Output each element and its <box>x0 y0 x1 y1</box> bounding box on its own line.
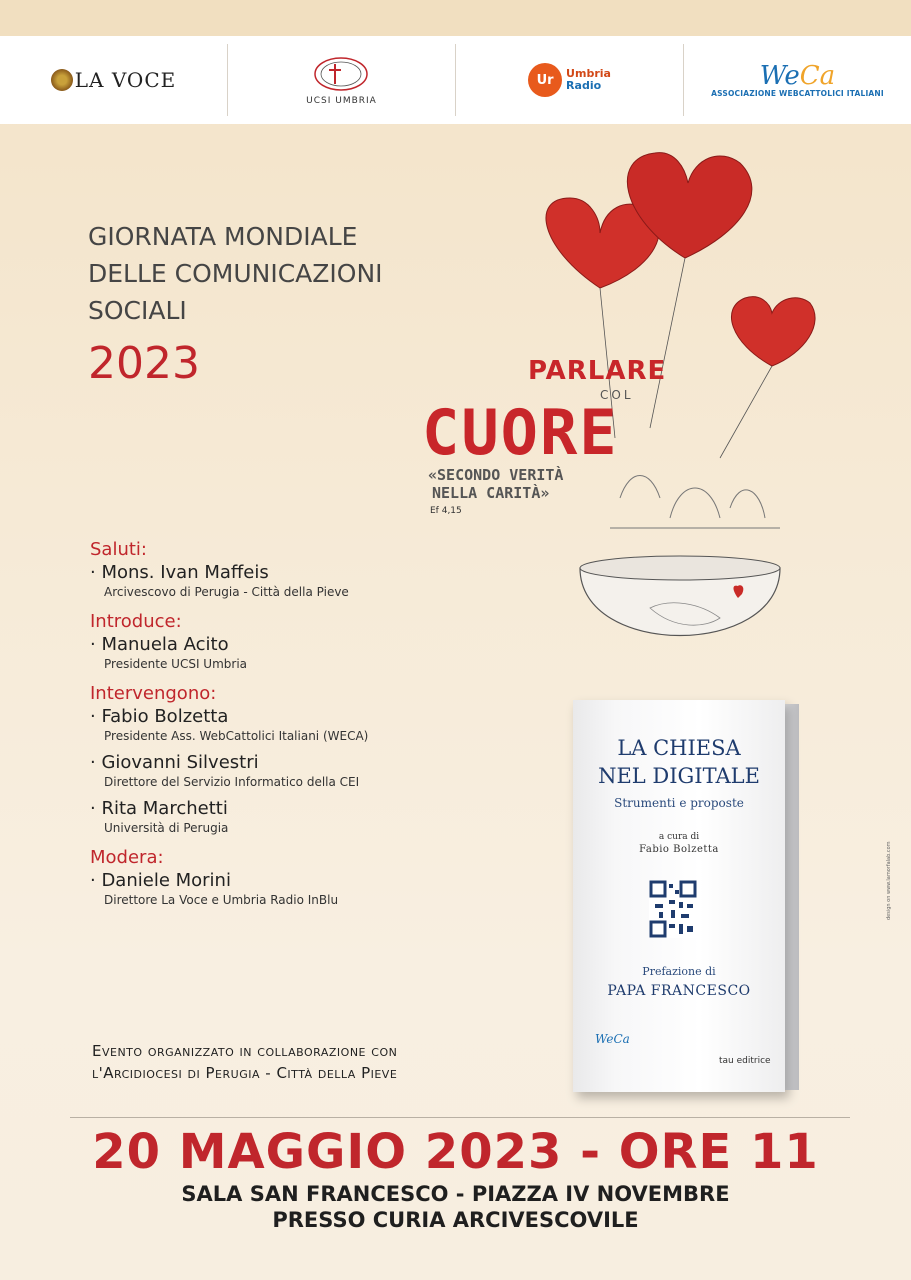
speaker-name: · Daniele Morini <box>90 870 231 891</box>
weca-sub: ASSOCIAZIONE WEBCATTOLICI ITALIANI <box>711 88 884 98</box>
speaker <box>90 562 450 600</box>
organizer-line: l'Arcidiocesi di Perugia - Città della Pieve <box>92 1064 398 1082</box>
speaker <box>90 798 450 836</box>
book-weca-logo: WeCa <box>595 1032 630 1046</box>
ucsi-umbria-logo <box>227 44 455 116</box>
speaker-role: Presidente Ass. WebCattolici Italiani (WECA) <box>104 729 369 743</box>
slogan-parlare: PARLARE <box>528 356 667 386</box>
speaker-role: Direttore del Servizio Informatico della CEI <box>104 775 360 789</box>
book-preface-author: PAPA FRANCESCO <box>607 983 751 999</box>
book-face <box>573 700 785 1092</box>
speaker-role: Presidente UCSI Umbria <box>104 657 248 671</box>
program-role: Modera: <box>90 847 164 868</box>
book-author: Fabio Bolzetta <box>639 844 719 855</box>
book-title-line: NEL DIGITALE <box>598 764 760 788</box>
event-title-line: SOCIALI <box>88 296 187 325</box>
heart-balloon-icon <box>546 153 815 366</box>
book-spine <box>785 704 799 1090</box>
slogan-reference: Ef 4,15 <box>430 506 462 516</box>
la-voce-label: LA VOCE <box>74 68 177 92</box>
book-subtitle: Strumenti e proposte <box>614 796 744 810</box>
event-title-line: DELLE COMUNICAZIONI <box>88 259 383 288</box>
event-venue: SALA SAN FRANCESCO - PIAZZA IV NOVEMBRE <box>181 1182 730 1206</box>
partner-logo-bar <box>0 36 911 124</box>
program-section-introduce <box>90 610 450 672</box>
program-list <box>90 538 450 918</box>
speaker-role: Arcivescovo di Perugia - Città della Pieve <box>104 585 349 599</box>
slogan-col: COL <box>600 388 634 402</box>
footer-divider <box>70 1117 850 1118</box>
book-preface-label: Prefazione di <box>642 965 716 978</box>
program-role: Saluti: <box>90 539 147 560</box>
la-voce-logo <box>0 44 227 116</box>
organizer-line: Evento organizzato in collaborazione con <box>92 1042 398 1060</box>
speaker-role: Università di Perugia <box>104 821 229 835</box>
program-section-saluti <box>90 538 450 600</box>
umbria-radio-logo <box>455 44 683 116</box>
weca-mark-we: We <box>759 60 800 91</box>
event-title <box>88 218 383 329</box>
book-cover <box>573 700 801 1092</box>
book-cura-label: a cura di <box>658 832 700 842</box>
program-role: Intervengono: <box>90 683 217 704</box>
la-voce-seal-icon <box>51 69 73 91</box>
program-role: Introduce: <box>90 611 182 632</box>
speaker-name: · Manuela Acito <box>90 634 229 655</box>
slogan-quote <box>428 466 563 502</box>
speaker <box>90 634 450 672</box>
speaker-role: Direttore La Voce e Umbria Radio InBlu <box>104 893 339 907</box>
speaker <box>90 870 450 908</box>
speaker-name: · Giovanni Silvestri <box>90 752 259 773</box>
umbria-radio-badge: Ur <box>528 63 562 97</box>
slogan-quote-line: NELLA CARITÀ» <box>432 484 550 502</box>
weca-mark-ca: Ca <box>799 60 836 91</box>
speaker <box>90 706 450 744</box>
event-title-line: GIORNATA MONDIALE <box>88 222 358 251</box>
weca-logo <box>683 44 911 116</box>
program-section-modera <box>90 846 450 908</box>
book-title-line: LA CHIESA <box>617 736 741 760</box>
speaker <box>90 752 450 790</box>
qr-code-icon <box>649 880 697 938</box>
speaker-name: · Mons. Ivan Maffeis <box>90 562 269 583</box>
speaker-name: · Rita Marchetti <box>90 798 228 819</box>
book-publisher: tau editrice <box>719 1056 771 1066</box>
umbria-radio-word: Radio <box>566 79 602 92</box>
ucsi-emblem-icon <box>311 54 371 94</box>
top-strip <box>0 0 911 36</box>
umbria-radio-name: Umbria <box>566 66 611 80</box>
speaker-name: · Fabio Bolzetta <box>90 706 229 727</box>
slogan-cuore: CUORE <box>422 396 619 469</box>
ucsi-label: UCSI UMBRIA <box>306 96 377 106</box>
slogan-quote-line: «SECONDO VERITÀ <box>428 466 564 484</box>
program-section-intervengono <box>90 682 450 836</box>
design-credit: design on www.lamorfalab.com <box>886 841 892 920</box>
event-venue-detail: PRESSO CURIA ARCIVESCOVILE <box>272 1208 639 1232</box>
weca-mark <box>759 60 836 91</box>
event-year: 2023 <box>88 338 200 389</box>
event-date: 20 MAGGIO 2023 - ORE 11 <box>92 1124 819 1180</box>
organizer-note <box>92 1040 397 1084</box>
